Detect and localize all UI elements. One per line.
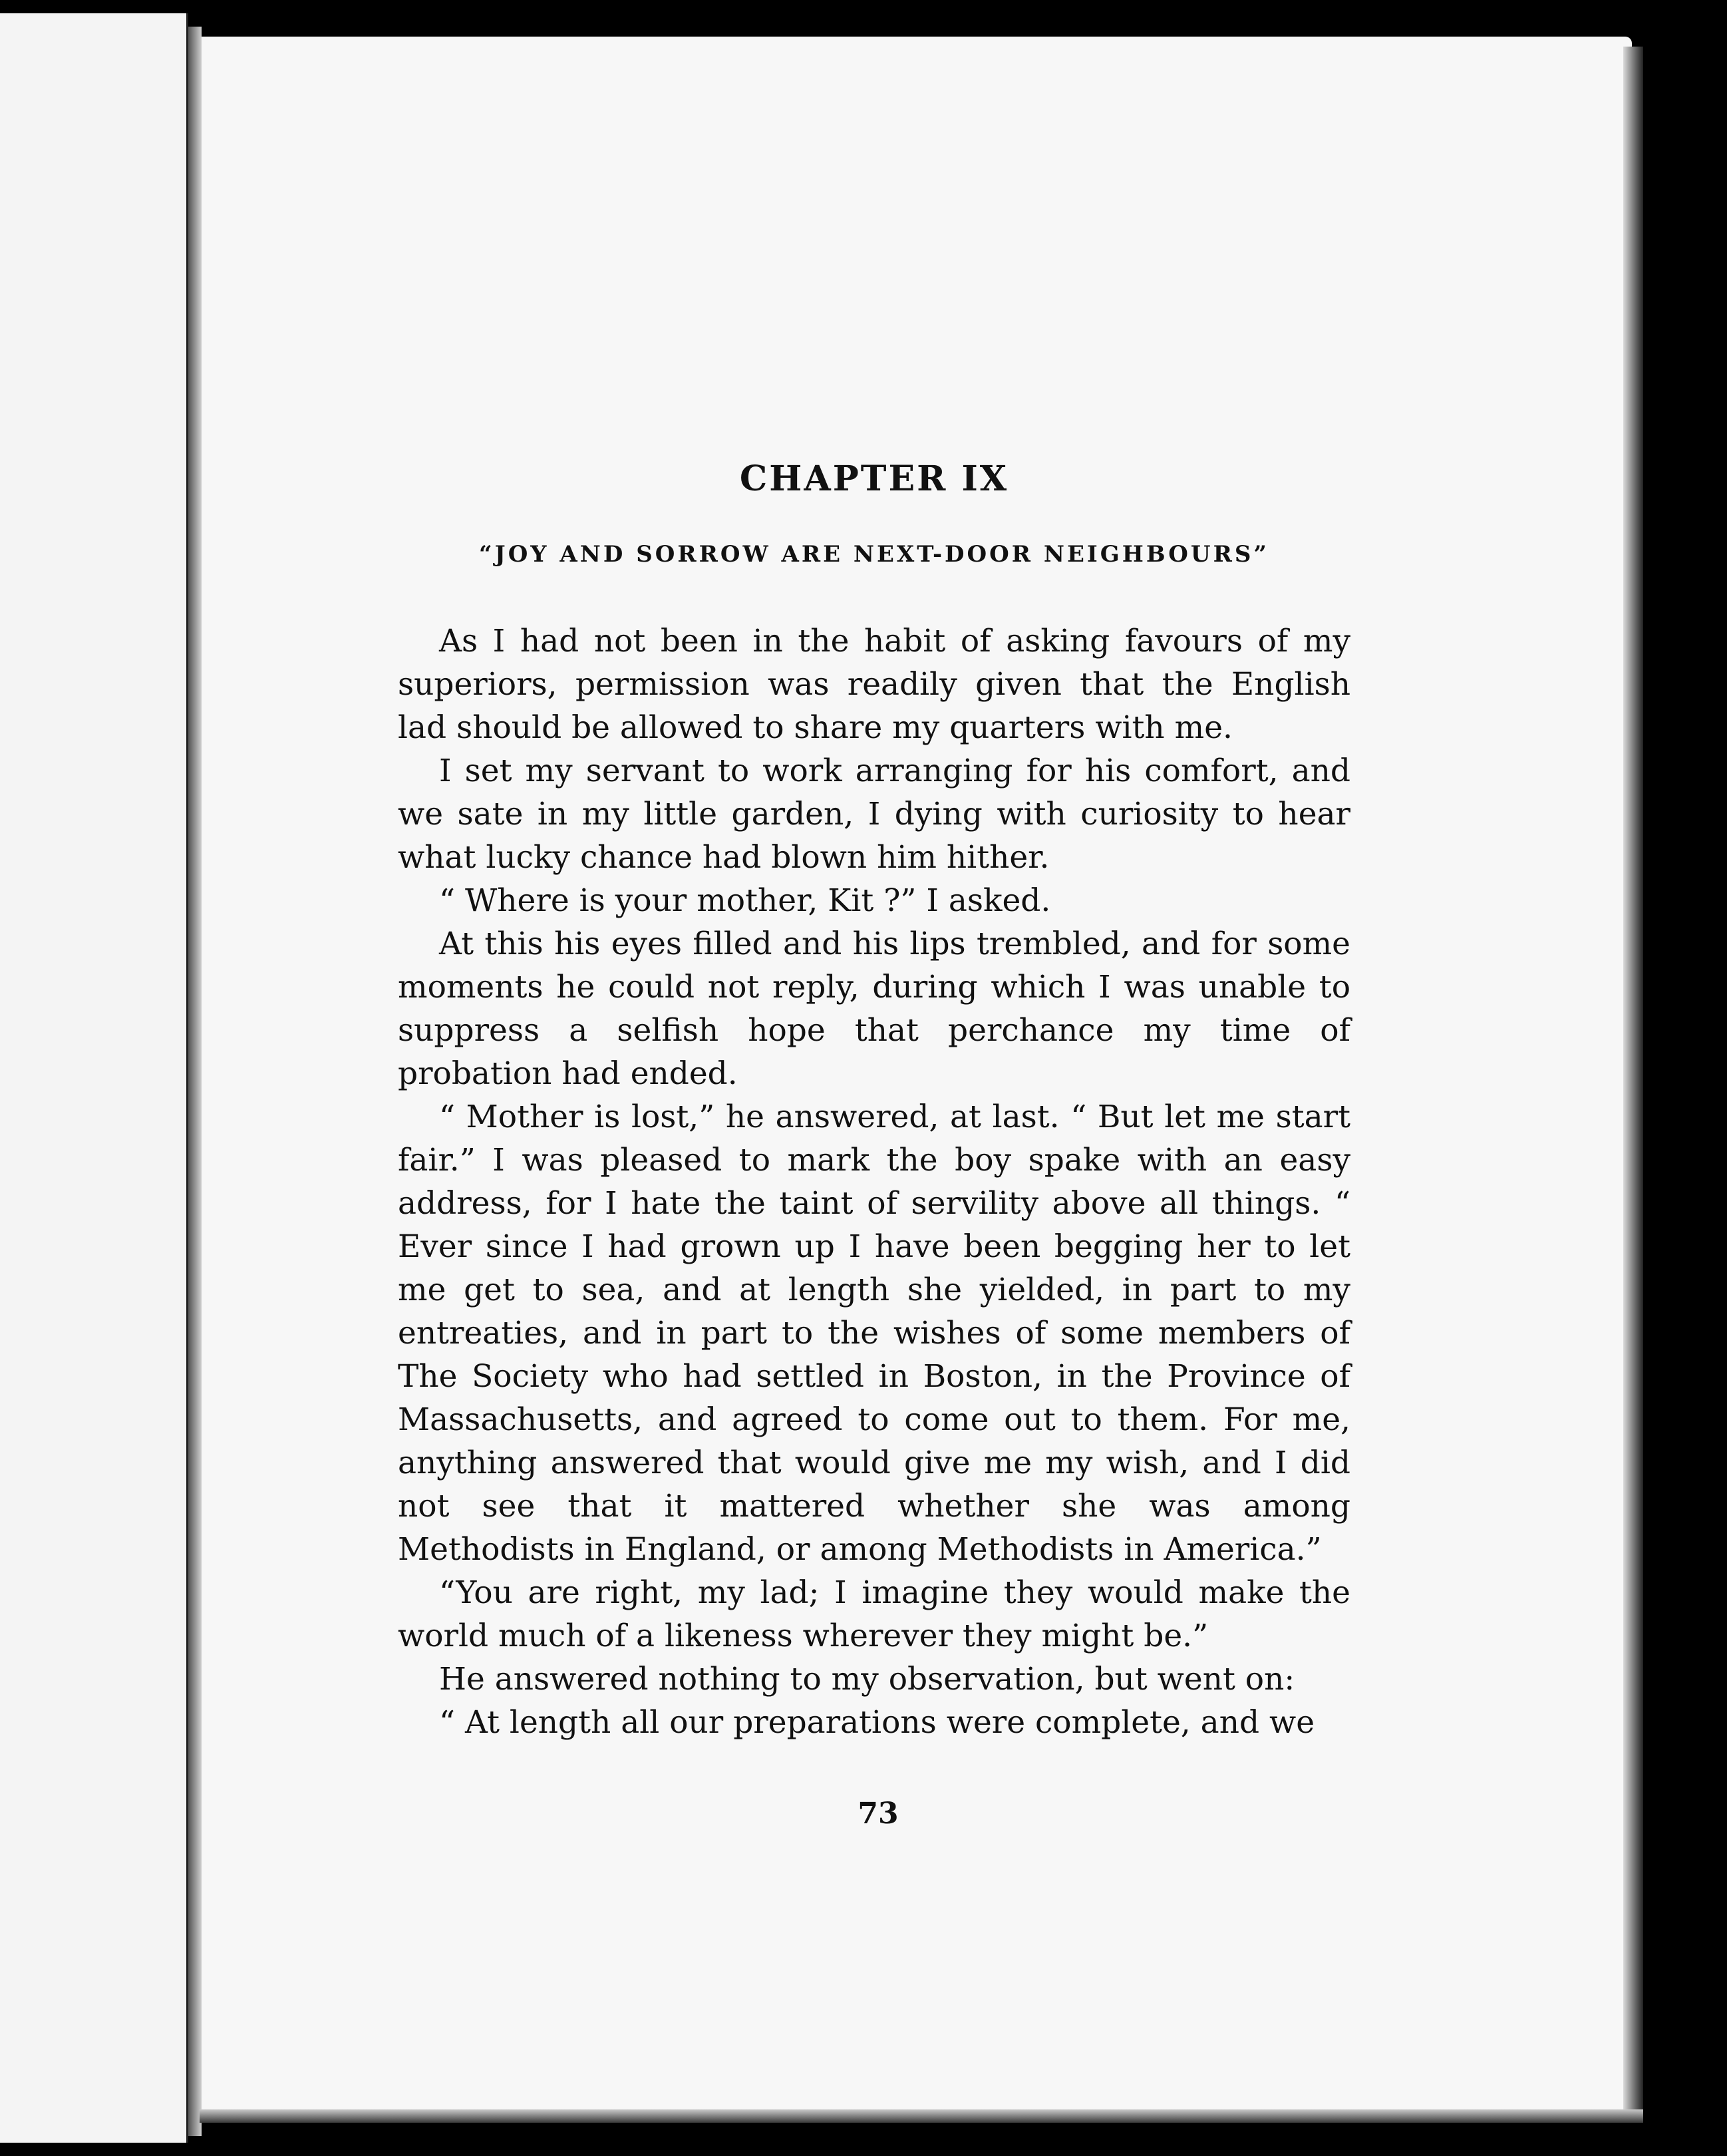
page-text-block <box>398 456 1350 1744</box>
page-edge-right <box>1623 47 1643 2116</box>
paragraph: “You are right, my lad; I imagine they would make the world much of a likeness wherever they might be.” <box>398 1574 1350 1654</box>
paragraph: He answered nothing to my observation, but went on: <box>439 1661 1295 1698</box>
paragraph: As I had not been in the habit of asking favours of my superiors, permission was readily given that the English lad should be allowed to share my quarters with me. <box>398 623 1350 746</box>
page-edge-bottom <box>200 2109 1643 2123</box>
paragraph: “ Where is your mother, Kit ?” I asked. <box>439 882 1051 919</box>
paragraph: “ At length all our preparations were complete, and we <box>439 1704 1315 1741</box>
paragraph: At this his eyes filled and his lips trembled, and for some moments he could not reply, during which I was unable to suppress a selfish hope that perchance my time of probation had ended. <box>398 926 1350 1092</box>
chapter-title: CHAPTER IX <box>739 458 1009 499</box>
left-page-edge <box>0 13 188 2143</box>
paragraph: “ Mother is lost,” he answered, at last. “ But let me start fair.” I was pleased to mark the boy spake with an easy address, for I hate the taint of servility above all things. “ Ever since I had grown up I have been begging her to let me get to sea, and at length she yielded, in part to my entreaties, and in part to the wishes of some members of The Society who had settled in Boston, in the Province of Massachusetts, and agreed to come out to them. For me, anything answered that would give me my wish, and I did not see that it mattered whether she was among Methodists in England, or among Methodists in America.” <box>398 1099 1350 1568</box>
page-number: 73 <box>858 1797 899 1831</box>
chapter-subtitle: “JOY AND SORROW ARE NEXT-DOOR NEIGHBOURS” <box>479 541 1269 568</box>
paragraph: I set my servant to work arranging for his comfort, and we sate in my little garden, I dying with curiosity to hear what lucky chance had blown him hither. <box>398 753 1350 876</box>
book-gutter <box>188 27 202 2136</box>
